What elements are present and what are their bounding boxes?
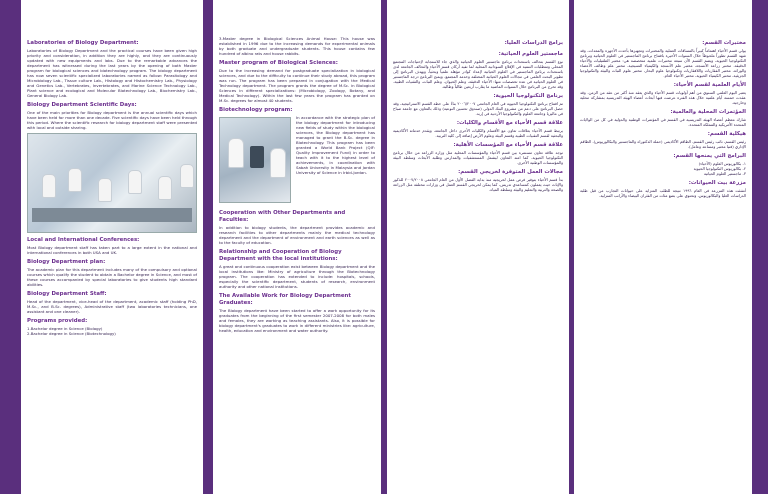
english-panel-left bbox=[21, 0, 203, 494]
scientific-days-heading: Biology Department Scientific Days: bbox=[27, 102, 137, 108]
conferences-heading-ar: المؤتمرات المحلية والعالمية: bbox=[670, 109, 746, 115]
master-heading: Master program of Biological Sciences: bbox=[219, 60, 338, 66]
plan-text: The academic plan for this department includes many of the compulsory and optional courses which qualify the student to obtain a Bachelor degree in Science, and most of these courses accompanied by special laboratories to give students high standard abilities. bbox=[27, 267, 197, 287]
labs-heading-ar: مختبرات القسم: bbox=[702, 40, 746, 46]
relationship-text: A great and continuous cooperation exist between Biology department and the local institutions like: Ministry of agriculture through the Biotechnology program. The cooperation has extended to include: hospitals, schools, especially the scientific department, students of research, environment authority and other national institutions. bbox=[219, 264, 375, 289]
list-item: ١- بكالوريوس العلوم (الأحياء) bbox=[698, 161, 746, 166]
student-figure bbox=[158, 176, 172, 200]
english-panel-right bbox=[213, 0, 381, 494]
biotech-text: In accordance with the strategic plan of the biology department for introducing new fields of study within the biological sciences, the Biology department has managed to grant the B.Sc. degree in Biotechnology. This program has been granted a World Bank Project (QIF: Quality Improvement Fund) in order to teach with it to the highest level of achievements, in coordination with Sabah University in Malaysia and Jordan University of Science in Irbid-Jordan. bbox=[296, 115, 375, 175]
master-heading-ar: ماجستير العلوم الحياتية: bbox=[498, 51, 563, 57]
biotech-heading: Biotechnology program: bbox=[219, 107, 293, 113]
structure-text-ar: رئيس القسم، نائب رئيس القسم، الطاقم الأكاديمي (حملة الدكتوراه والماجستير والبكالوريوس)، الطاقم الإداري (فنيا مختبر ومساعد وعامل). bbox=[580, 139, 746, 149]
programs-heading-ar: البرامج التي يمنحها القسم: bbox=[673, 153, 746, 159]
student-figure bbox=[228, 138, 244, 168]
labs-heading: Laboratories of Biology Department: bbox=[27, 40, 139, 46]
student-figure bbox=[180, 164, 194, 188]
programs-list bbox=[27, 326, 197, 336]
scientific-days-text: One of the main priorities for Biology department is the annual scientific days which have been held for more than one decade. Five scientific days have been held through this period. Where the scientific research for biology department staff were presented with local and outside sharing. bbox=[27, 110, 197, 130]
student-figure bbox=[98, 178, 112, 202]
biotech-heading-ar: برنامج التكنولوجيا الحيوية: bbox=[493, 93, 563, 99]
list-item: 1.Bachelor degree in Science (Biology) bbox=[27, 326, 103, 331]
student-figure bbox=[68, 168, 82, 192]
conferences-text: Most Biology department staff has taken part to a large extent in the national and international conferences in both USA and UK. bbox=[27, 245, 197, 255]
structure-heading-ar: هيكلية القسم: bbox=[707, 131, 746, 137]
institutions-relation-text-ar: توجد علاقة تعاون مستمرة بين قسم الأحياء والمؤسسات المحلية مثل وزارة الزراعة من خلال برنامج التكنولوجيا الحيوية، كما امتد التعاون ليشمل المستشفيات والمدارس وطلبة الأبحاث وسلطة البيئة والمؤسسات الوطنية الأخرى. bbox=[393, 150, 563, 165]
student-figure bbox=[42, 174, 56, 198]
labs-text-ar: يولي قسم الأحياء اهتماماً كبيراً بالمساقات العملية والمختبرات وتجهيزها بأحدث الأجهزة والمعدات، وقد شهد القسم تطوراً ملحوظاً خلال السنوات الأخيرة بافتتاح برنامج الماجستير في العلوم الحياتية وبرنامج التكنولوجيا الحيوية، ويضم القسم الآن سبعة مختبرات علمية متخصصة هي: مختبر الطفيليات والأحياء الدقيقة، مختبر زراعة الأنسجة، مختبر علم الأنسجة والكيمياء النسيجية، مختبر علم وظائف الأعضاء والوراثة، مختبر الفقاريات واللافقاريات وتكنولوجيا علوم البحار، مختبر علوم النبات والبيئة والتكنولوجيا الجزيئية، مختبر الكيمياء الحيوية، مختبر الأحياء العام. bbox=[580, 48, 746, 78]
plan-heading: Biology Department plan: bbox=[27, 259, 106, 265]
microscope-photo bbox=[219, 117, 291, 203]
cooperation-heading: Cooperation with Other Departments and Faculties: bbox=[219, 210, 346, 223]
departments-relation-heading-ar: علاقة قسم الأحياء مع الأقسام والكليات: bbox=[456, 120, 563, 126]
scientific-days-heading-ar: الأيام العلمية لقسم الأحياء: bbox=[673, 82, 746, 88]
programs-list-ar bbox=[580, 161, 746, 176]
laboratory-photo bbox=[27, 133, 197, 233]
animal-house-heading-ar: مزرعة بيت الحيوانات: bbox=[688, 180, 746, 186]
institutions-relation-heading-ar: علاقة قسم الأحياء مع المؤسسات الأهلية: bbox=[453, 142, 563, 148]
labs-text: Laboratories of Biology Department and the practical courses have been given high priority and consideration, in addition they are highly, and they are continuously updated with new equipments and labs. Due to the remarkable advances the department has witnessed during the last years by the opening of both Master program for biological sciences and biotechnology program. The biology department has now seven scientific specialized laboratories named as follow: Parasitology and Microbiology Lab., Tissue culture Lab., Histology and Histochemistry Lab., Physiology and Genetics Lab., Vertebrates, Invertebrates, and Marine Science Technology Lab., Plant science and ecological and Molecular Biotechnology Lab., Biochemistry Lab., General Biology Lab. bbox=[27, 48, 197, 98]
list-item: 2.Bachelor degree in Science (Biotechnology) bbox=[27, 331, 116, 336]
arabic-panel-left bbox=[387, 0, 569, 494]
conferences-text-ar: شارك معظم أعضاء الهيئة التدريسية في القسم في المؤتمرات الوطنية والدولية في كل من الولايات المتحدة الأمريكية والمملكة المتحدة. bbox=[580, 117, 746, 127]
student-figure bbox=[128, 170, 142, 194]
student-figure bbox=[270, 148, 286, 178]
graduates-work-heading-ar: مجالات العمل المتوفرة لخريجي القسم: bbox=[458, 169, 563, 175]
list-item: ٢- بكالوريوس التكنولوجيا الحيوية bbox=[693, 166, 746, 171]
conferences-heading: Local and International Conferences: bbox=[27, 237, 140, 243]
graduates-work-text-ar: بدأ قسم الأحياء بتوفير فرص عمل لخريجيه منذ بداية الفصل الأول من العام الجامعي ٢٠٠٧/٢٠٠٨ للذكور والإناث حيث يعملون كمساعدي تدريس، كما يمكن لخريجي القسم العمل في وزارات مختلفة مثل الزراعة والصحة والتربية والتعليم والبيئة وسلطة المياه. bbox=[393, 177, 563, 192]
graduates-work-heading: The Available Work for Biology Department Graduates: bbox=[219, 293, 351, 306]
programs-heading: Programs provided: bbox=[27, 318, 88, 324]
staff-heading: Biology Department Staff: bbox=[27, 291, 107, 297]
list-item: ٣- ماجستير العلوم الحياتية bbox=[703, 171, 746, 176]
animal-house-text-ar: أنشئت هذه المزرعة في العام ١٩٩٦ نتيجة للطلب المتزايد على حيوانات التجارب من قبل طلبة الدراسات العليا والبكالوريوس، وتحتوي على بضع مئات من الفئران البيضاء والأرانب المنزلية. bbox=[580, 188, 747, 198]
master-text-ar: نوع القسم بتحالف باستحداث برنامج ماجستير العلوم الحياتية والذي جاء للاستجابة لإحتياجات المجتمع المحلي ومتطلبات التنمية في الإقلاع السودانية المحلية لما تفيد أركان قسم الأحياء والتحالف الجامعة لدى باستحداث برنامج الماجستير في العلوم الحياتية لإعداد كوادر مؤهلة علمياً وبحثياً، ويهدف البرنامج إلى تطوير البحث العلمي في مجالات العلوم الحياتية المختلفة وخدمة المجتمع. ويمنح البرنامج درجة الماجستير في العلوم الحياتية في عدة تخصصات منها: الأحياء الدقيقة، وعلم الحيوان، وعلم النبات، والتقنيات الطبية. وقد تخرج من البرنامج خلال السنوات الماضية ما يقارب أربعين طالباً وطالبة. bbox=[393, 59, 563, 89]
scientific-days-text-ar: يعتبر اليوم العلمي السنوي من أهم أولويات قسم الأحياء والذي يعقد منذ أكثر من عقد من الزمن، وقد عقدت خمسة أيام علمية خلال هذه الفترة عرضت فيها أبحاث أعضاء الهيئة التدريسية بمشاركة محلية وخارجية. bbox=[580, 90, 746, 105]
departments-relation-text-ar: يرتبط قسم الأحياء بعلاقات تعاون مع الأقسام والكليات الأخرى داخل الجامعة، ويقدم خدماته الأكاديمية والبحثية لقسم التقنيات الطبية وقسم البيئة وعلوم الأرض إضافة إلى كلية التربية. bbox=[393, 128, 563, 138]
microscope-icon bbox=[250, 146, 264, 168]
master-text: Due to the increasing demand for postgraduate specialization in biological sciences, and due to the difficulty to continue their study abroad, this program was run. The program has been prepared in conjugation with the Medical Technology department. The program grants the degree of M.Sc. in Biological Sciences in different specializations: (Microbiology, Zoology, Botany, and Medical Technology). Within the last few years the program has granted on M.Sc. degrees for almost 40 students. bbox=[219, 68, 375, 103]
animal-house-text: 3.Master degree in Biological Sciences Animal House: This house was established in 1996 due to the increasing demands for experimental animals by both graduate and undergraduate students. This house contains few hundred of albino rats and house rabbits. bbox=[219, 36, 375, 56]
biotech-text-ar: تم افتتاح برنامج التكنولوجيا الحيوية في العام الجامعي ٢٠٠٦/٢٠٠٧ بناءً على خطة القسم الاستراتيجية، وقد حصل البرنامج على دعم من مشروع البنك الدولي (صندوق تحسين النوعية) وذلك بالتعاون مع جامعة صباح في ماليزيا وجامعة العلوم والتكنولوجيا الأردنية في إربد. bbox=[393, 101, 563, 116]
cooperation-text: In addition to biology students, the department provides academic and research facilities to other departments mainly the medical technology department and the department of environment and earth sciences as well as to the faculty of education. bbox=[219, 225, 375, 245]
grad-programs-heading: برامج الدراسات العليا: bbox=[504, 40, 563, 46]
graduates-work-text: The Biology department have been started to offer a work opportunity for its graduates from the beginning of the first semester 2007-2008 for both males and females, they are working as teaching assistants. Also, it is possible for biology department's graduates to work in different ministries like: agriculture, health, education and environment and water authority. bbox=[219, 308, 375, 333]
relationship-heading: Relationship and Cooperation of Biology Department with the local institutions: bbox=[219, 249, 342, 262]
lab-bench bbox=[32, 208, 192, 222]
staff-text: Head of the department, vice-head of the department, academic staff (holding PhD, M.Sc., and B.Sc. degrees), Administrative staff (two laboratories technicians, one assistant and one cleaner). bbox=[27, 299, 197, 314]
arabic-panel-right bbox=[574, 0, 752, 494]
